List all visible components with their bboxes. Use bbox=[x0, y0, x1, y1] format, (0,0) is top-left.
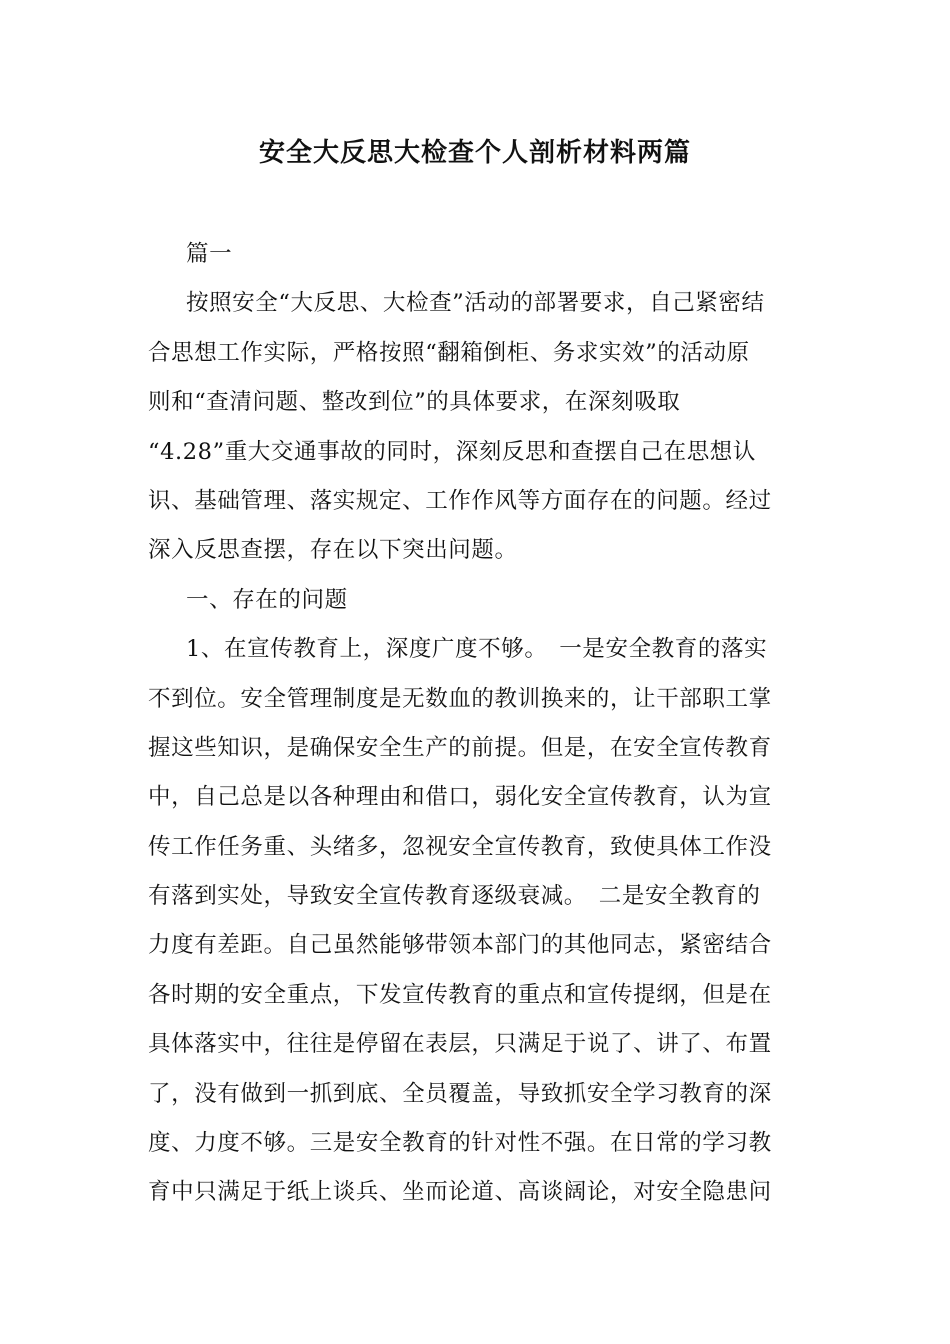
text-line: 一、存在的问题 bbox=[186, 586, 348, 613]
text-line: 合思想工作实际，严格按照“翻箱倒柜、务求实效”的活动原 bbox=[148, 339, 750, 366]
text-line: 深入反思查摆，存在以下突出问题。 bbox=[148, 537, 518, 564]
text-line: 具体落实中，往往是停留在表层，只满足于说了、讲了、布置 bbox=[148, 1031, 772, 1058]
text-line: 传工作任务重、头绪多，忽视安全宣传教育，致使具体工作没 bbox=[148, 833, 772, 860]
text-line: 力度有差距。自己虽然能够带领本部门的其他同志，紧密结合 bbox=[148, 932, 772, 959]
text-line: 度、力度不够。三是安全教育的针对性不强。在日常的学习教 bbox=[148, 1130, 772, 1157]
text-line: 握这些知识，是确保安全生产的前提。但是，在安全宣传教育 bbox=[148, 734, 772, 761]
text-line: 1、在宣传教育上，深度广度不够。 一是安全教育的落实 bbox=[186, 636, 768, 663]
text-line: 各时期的安全重点，下发宣传教育的重点和宣传提纲，但是在 bbox=[148, 981, 772, 1008]
text-line: 按照安全“大反思、大检查”活动的部署要求，自己紧密结 bbox=[186, 290, 765, 317]
text-line: 识、基础管理、落实规定、工作作风等方面存在的问题。经过 bbox=[148, 487, 772, 514]
text-line: 篇一 bbox=[186, 241, 233, 267]
text-line: 中，自己总是以各种理由和借口，弱化安全宣传教育，认为宣 bbox=[148, 784, 772, 811]
text-line: 有落到实处，导致安全宣传教育逐级衰减。 二是安全教育的 bbox=[148, 883, 761, 910]
text-line: 了，没有做到一抓到底、全员覆盖，导致抓安全学习教育的深 bbox=[148, 1080, 772, 1107]
text-line: 育中只满足于纸上谈兵、坐而论道、高谈阔论，对安全隐患问 bbox=[148, 1179, 772, 1206]
document-body bbox=[148, 230, 808, 1218]
document-title: 安全大反思大检查个人剖析材料两篇 bbox=[258, 138, 691, 168]
text-line: 不到位。安全管理制度是无数血的教训换来的，让干部职工掌 bbox=[148, 685, 772, 712]
text-line: “4.28”重大交通事故的同时，深刻反思和查摆自己在思想认 bbox=[148, 438, 757, 465]
text-line: 则和“查清问题、整改到位”的具体要求，在深刻吸取 bbox=[148, 389, 681, 416]
